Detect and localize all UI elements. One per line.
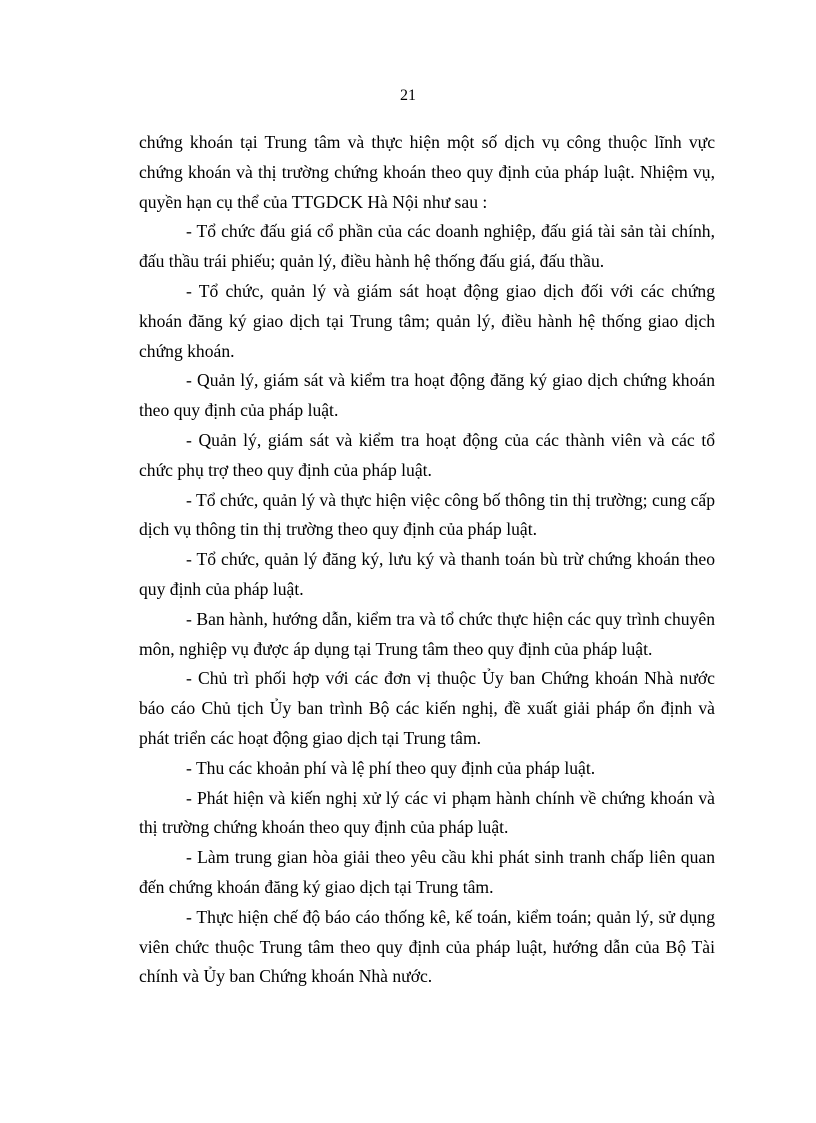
list-item: - Ban hành, hướng dẫn, kiểm tra và tổ chức thực hiện các quy trình chuyên môn, nghiệp vụ được áp dụng tại Trung tâm theo quy định của pháp luật. [139,608,715,659]
page-number: 21 [400,87,416,104]
list-item: - Tổ chức, quản lý đăng ký, lưu ký và thanh toán bù trừ chứng khoán theo quy định của pháp luật. [139,549,715,599]
list-item: - Quản lý, giám sát và kiểm tra hoạt động đăng ký giao dịch chứng khoán theo quy định của pháp luật. [139,370,715,421]
list-item: - Thực hiện chế độ báo cáo thống kê, kế toán, kiểm toán; quản lý, sử dụng viên chức thuộc Trung tâm theo quy định của pháp luật, hướng dẫn của Bộ Tài chính và Ủy ban Chứng khoán Nhà nước. [139,906,715,987]
list-item: - Thu các khoản phí và lệ phí theo quy định của pháp luật. [186,757,596,778]
list-item: - Quản lý, giám sát và kiểm tra hoạt động của các thành viên và các tổ chức phụ trợ theo quy định của pháp luật. [139,429,715,480]
paragraph-intro: chứng khoán tại Trung tâm và thực hiện một số dịch vụ công thuộc lĩnh vực chứng khoán và thị trường chứng khoán theo quy định của pháp luật. Nhiệm vụ, quyền hạn cụ thể của TTGDCK Hà Nội như sau : [139,132,715,212]
list-item: - Tổ chức đấu giá cổ phần của các doanh nghiệp, đấu giá tài sản tài chính, đấu thầu trái phiếu; quản lý, điều hành hệ thống đấu giá, đấu thầu. [139,221,715,272]
body-text [139,128,715,992]
list-item: - Phát hiện và kiến nghị xử lý các vi phạm hành chính về chứng khoán và thị trường chứng khoán theo quy định của pháp luật. [139,787,715,838]
list-item: - Chủ trì phối hợp với các đơn vị thuộc Ủy ban Chứng khoán Nhà nước báo cáo Chủ tịch Ủy ban trình Bộ các kiến nghị, đề xuất giải pháp ổn định và phát triển các hoạt động giao dịch tại Trung tâm. [139,668,715,748]
list-item: - Tổ chức, quản lý và giám sát hoạt động giao dịch đối với các chứng khoán đăng ký giao dịch tại Trung tâm; quản lý, điều hành hệ thống giao dịch chứng khoán. [139,280,715,361]
list-item: - Làm trung gian hòa giải theo yêu cầu khi phát sinh tranh chấp liên quan đến chứng khoán đăng ký giao dịch tại Trung tâm. [139,847,715,897]
list-item: - Tổ chức, quản lý và thực hiện việc công bố thông tin thị trường; cung cấp dịch vụ thông tin thị trường theo quy định của pháp luật. [139,489,715,540]
